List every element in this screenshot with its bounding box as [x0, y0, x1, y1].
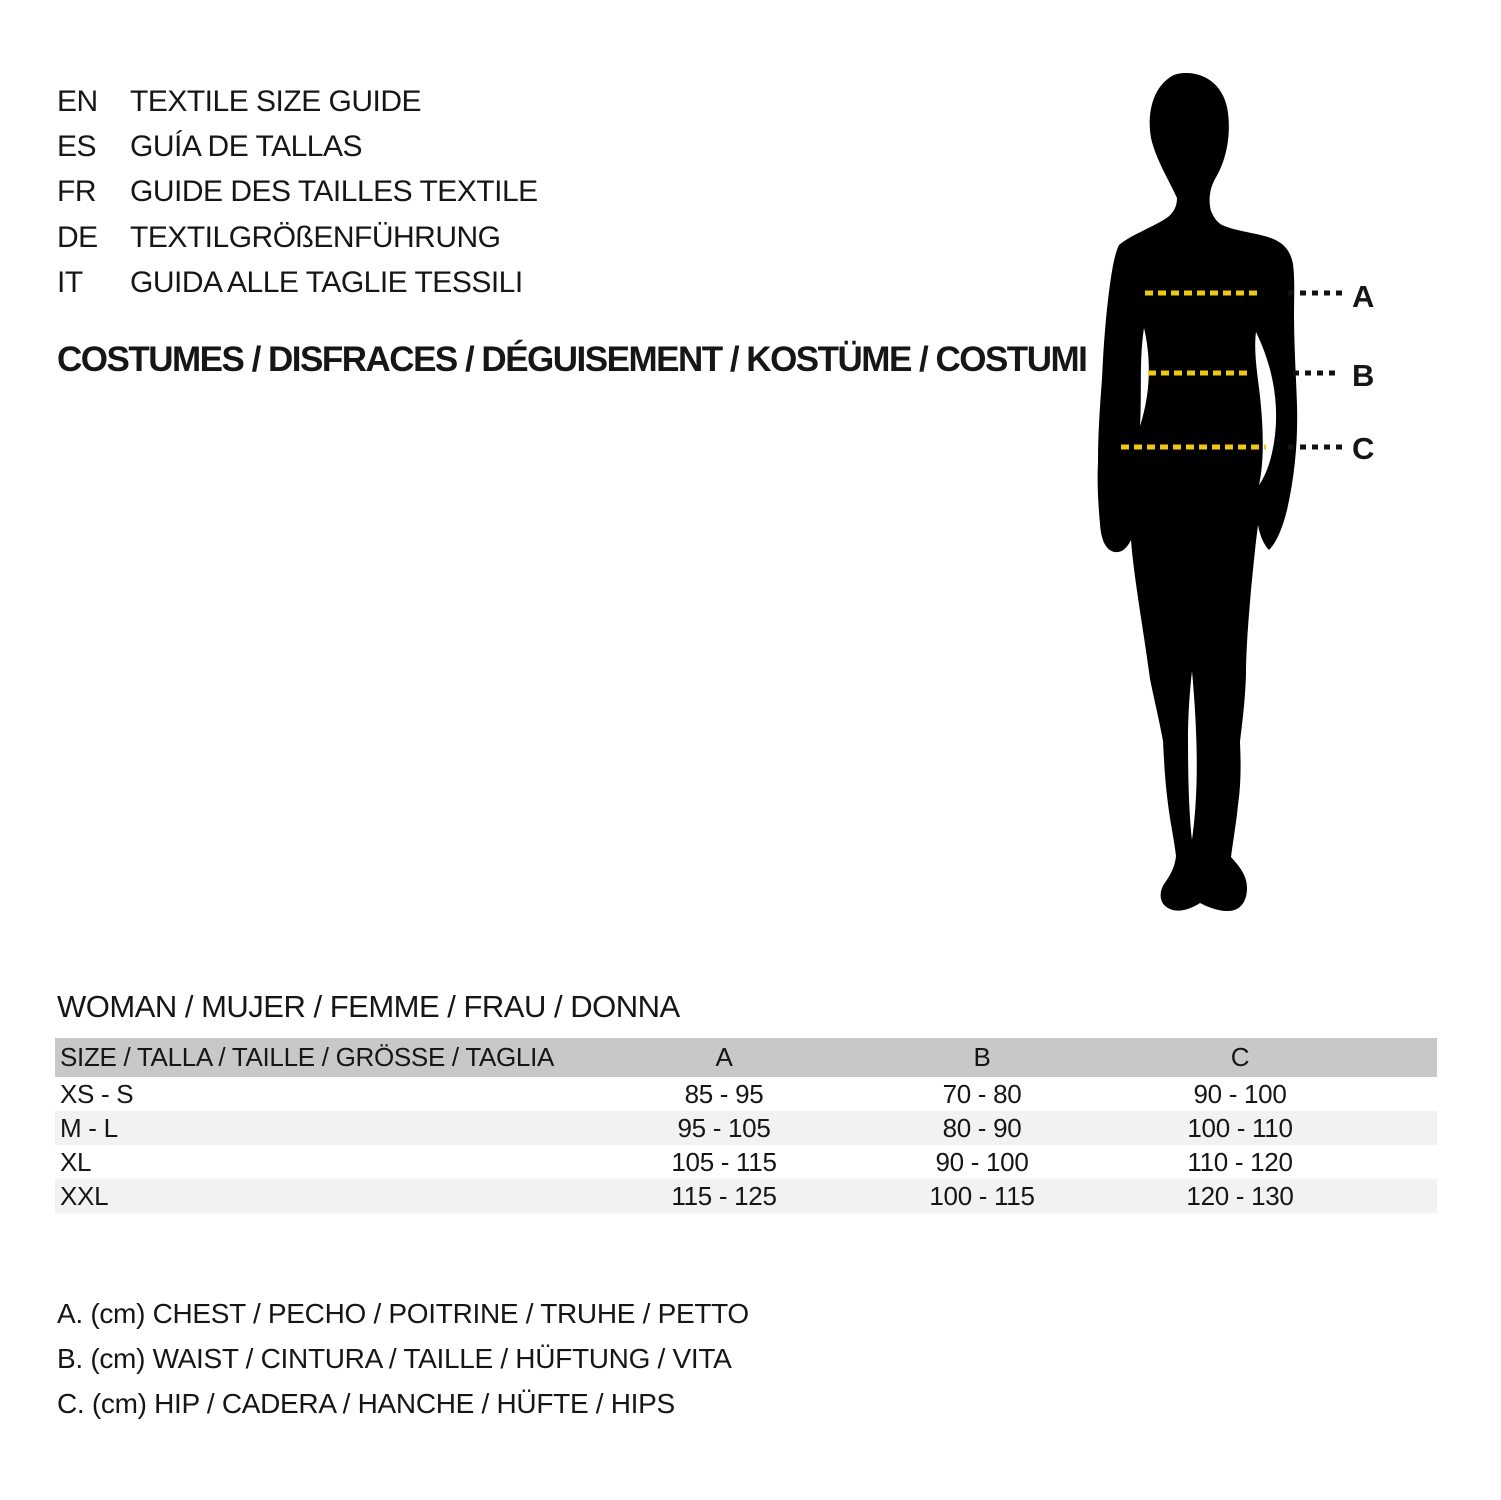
table-row: [55, 1077, 1437, 1111]
marker-label-waist: B: [1352, 358, 1374, 393]
cell-size-label: XS - S: [60, 1078, 134, 1109]
language-code: EN: [57, 84, 98, 118]
table-row: [55, 1145, 1437, 1179]
language-row: [57, 261, 538, 306]
column-header-size: SIZE / TALLA / TAILLE / GRÖSSE / TAGLIA: [60, 1042, 555, 1072]
cell-chest-range: 85 - 95: [684, 1078, 764, 1109]
column-header-c: C: [1230, 1042, 1250, 1072]
legend-waist: B. (cm) WAIST / CINTURA / TAILLE / HÜFTUNG / VITA: [57, 1342, 732, 1374]
size-table: [55, 1038, 1437, 1213]
cell-waist-range: 80 - 90: [942, 1112, 1022, 1143]
language-row: [57, 124, 538, 169]
language-label: TEXTILGRÖßENFÜHRUNG: [130, 220, 501, 254]
size-table-header-row: [55, 1038, 1437, 1077]
cell-chest-range: 105 - 115: [671, 1146, 777, 1177]
language-row: [57, 170, 538, 215]
language-label: TEXTILE SIZE GUIDE: [130, 84, 422, 118]
language-label: GUÍA DE TALLAS: [130, 130, 362, 164]
table-row: [55, 1179, 1437, 1213]
table-row: [55, 1111, 1437, 1145]
cell-chest-range: 95 - 105: [677, 1112, 771, 1143]
language-row: [57, 79, 538, 124]
language-label: GUIDE DES TAILLES TEXTILE: [130, 175, 538, 209]
marker-label-hip: C: [1352, 431, 1374, 466]
language-code: ES: [57, 130, 97, 164]
language-code: FR: [57, 175, 96, 209]
cell-hip-range: 120 - 130: [1186, 1180, 1294, 1211]
language-label: GUIDA ALLE TAGLIE TESSILI: [130, 266, 523, 300]
cell-size-label: XL: [60, 1146, 92, 1177]
cell-hip-range: 100 - 110: [1187, 1112, 1293, 1143]
cell-waist-range: 70 - 80: [942, 1078, 1022, 1109]
legend-chest: A. (cm) CHEST / PECHO / POITRINE / TRUHE / PETTO: [57, 1297, 749, 1329]
legend-hip: C. (cm) HIP / CADERA / HANCHE / HÜFTE / HIPS: [57, 1387, 675, 1419]
measurement-legend: [57, 1291, 749, 1426]
language-row: [57, 215, 538, 260]
cell-size-label: XXL: [60, 1180, 109, 1211]
cell-waist-range: 90 - 100: [935, 1146, 1029, 1177]
language-code: IT: [57, 266, 83, 300]
column-header-b: B: [973, 1042, 991, 1072]
column-header-a: A: [715, 1042, 733, 1072]
category-title: COSTUMES / DISFRACES / DÉGUISEMENT / KOSTÜME / COSTUMI: [57, 340, 1087, 379]
silhouette-body-path: [1098, 73, 1298, 911]
marker-label-chest: A: [1352, 279, 1374, 314]
cell-waist-range: 100 - 115: [929, 1180, 1035, 1211]
woman-silhouette-diagram: [1080, 70, 1420, 915]
cell-chest-range: 115 - 125: [671, 1180, 777, 1211]
language-list: [57, 79, 538, 306]
section-title-woman: WOMAN / MUJER / FEMME / FRAU / DONNA: [57, 989, 680, 1024]
cell-hip-range: 110 - 120: [1187, 1146, 1293, 1177]
cell-size-label: M - L: [60, 1112, 118, 1143]
cell-hip-range: 90 - 100: [1193, 1078, 1287, 1109]
language-code: DE: [57, 220, 98, 254]
